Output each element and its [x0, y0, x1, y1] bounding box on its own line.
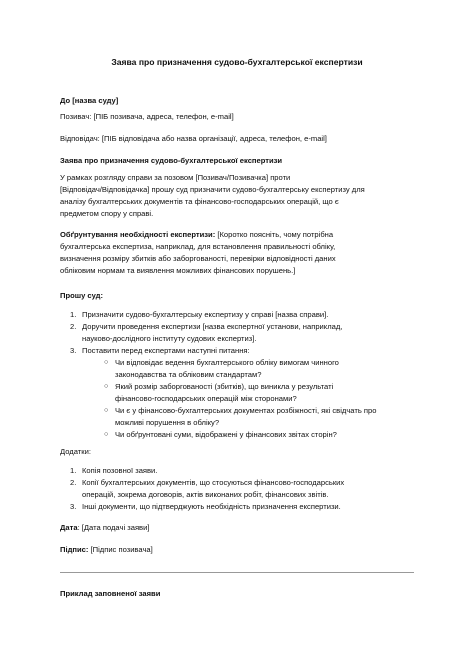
question-item — [60, 381, 414, 405]
attachments-heading: Додатки: — [60, 447, 91, 456]
justification-line: обліковим нормам та виявлення можливих фінансових порушень.] — [60, 266, 296, 275]
request-text: науково-дослідного інституту судових експертиз]. — [82, 334, 257, 343]
signature-line — [60, 544, 414, 556]
attachment-item — [60, 477, 414, 501]
bullet-circle-icon: ○ — [104, 407, 109, 414]
date-line — [60, 522, 414, 534]
request-item — [60, 321, 414, 345]
list-number: 1. — [70, 310, 77, 319]
intro-line: аналізу бухгалтерських документів та фінансово-господарських операцій, що є — [60, 197, 339, 206]
justification-first-line — [60, 229, 414, 241]
question-text: Який розмір заборгованості (збитків), що виникла у результаті — [115, 382, 334, 391]
signature-label: Підпис: — [60, 545, 89, 554]
intro-paragraph — [60, 172, 414, 220]
defendant-line: Відповідач: [ПІБ відповідача або назва організації, адреса, телефон, e-mail] — [60, 134, 327, 143]
request-text: Доручити проведення експертизи [назва експертної установи, наприклад, — [82, 322, 343, 331]
attachment-item — [60, 465, 414, 477]
justification-paragraph — [60, 229, 414, 277]
justification-line: визначення розміру збитків або заборгованості, перевірки відповідності даних — [60, 254, 336, 263]
request-item — [60, 309, 414, 321]
date-label: Дата — [60, 523, 78, 532]
attachments-list — [60, 465, 414, 513]
date-value: : [Дата подачі заяви] — [77, 523, 150, 532]
attachment-item — [60, 501, 414, 513]
document-title: Заява про призначення судово-бухгалтерської експертизи — [111, 57, 363, 67]
bullet-circle-icon: ○ — [104, 383, 109, 390]
request-item — [60, 345, 414, 357]
question-item — [60, 405, 414, 429]
list-number: 1. — [70, 466, 77, 475]
list-number: 2. — [70, 478, 77, 487]
justification-text: [Коротко поясніть, чому потрібна — [215, 230, 334, 239]
attachment-text: Копії бухгалтерських документів, що стосуються фінансово-господарських — [82, 478, 345, 487]
court-addressee: До [назва суду] — [60, 96, 119, 105]
question-text: Чи є у фінансово-бухгалтерських документах розбіжності, які свідчать про — [115, 406, 377, 415]
question-text: Чи обґрунтовані суми, відображені у фінансових звітах сторін? — [115, 430, 337, 439]
request-heading: Прошу суд: — [60, 291, 104, 300]
intro-line: У рамках розгляду справи за позовом [Позивач/Позивачка] проти — [60, 173, 291, 182]
question-item — [60, 357, 414, 381]
list-number: 3. — [70, 346, 77, 355]
horizontal-divider — [60, 572, 414, 573]
question-item — [60, 429, 414, 441]
question-text: можливі порушення в обліку? — [115, 418, 220, 427]
example-heading: Приклад заповненої заяви — [60, 589, 161, 598]
attachment-text: Копія позовної заяви. — [82, 466, 158, 475]
justification-line: бухгалтерська експертиза, наприклад, для встановлення правильності обліку, — [60, 242, 336, 251]
request-text: Поставити перед експертами наступні питання: — [82, 346, 250, 355]
attachment-text: операцій, зокрема договорів, актів виконаних робіт, фінансових звітів. — [82, 490, 329, 499]
attachment-text: Інші документи, що підтверджують необхідність призначення експертизи. — [82, 502, 341, 511]
request-list — [60, 309, 414, 441]
signature-value: [Підпис позивача] — [88, 545, 153, 554]
justification-label: Обґрунтування необхідності експертизи: — [60, 230, 216, 239]
request-text: Призначити судово-бухгалтерську експертизу у справі [назва справи]. — [82, 310, 329, 319]
plaintiff-line: Позивач: [ПІБ позивача, адреса, телефон, e-mail] — [60, 112, 234, 121]
bullet-circle-icon: ○ — [104, 431, 109, 438]
question-text: Чи відповідає ведення бухгалтерського обліку вимогам чинного — [115, 358, 339, 367]
intro-line: предметом спору у справі. — [60, 209, 154, 218]
list-number: 3. — [70, 502, 77, 511]
bullet-circle-icon: ○ — [104, 359, 109, 366]
question-text: фінансово-господарських операцій між сторонами? — [115, 394, 297, 403]
section-heading: Заява про призначення судово-бухгалтерської експертизи — [60, 156, 283, 165]
list-number: 2. — [70, 322, 77, 331]
question-text: законодавства та обліковим стандартам? — [115, 370, 262, 379]
intro-line: [Відповідач/Відповідачка] прошу суд призначити судово-бухгалтерську експертизу для — [60, 185, 365, 194]
